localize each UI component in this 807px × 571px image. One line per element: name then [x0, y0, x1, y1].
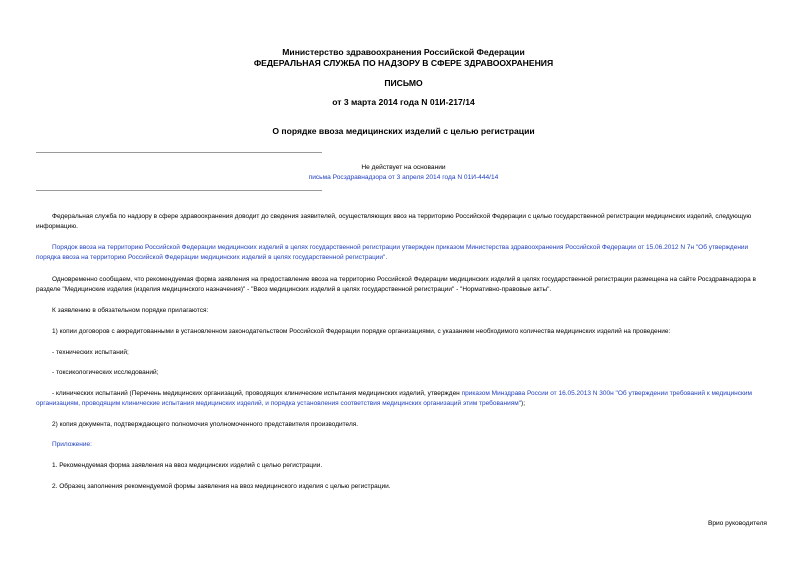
list-item-technical: - технических испытаний; [52, 349, 129, 356]
paragraph-contracts: 1) копии договоров с аккредитованными в установленном законодательством Российской Федерации порядке организациями, с указанием необходимого количества медицинских изделий на проведение: [52, 328, 671, 335]
paragraph-form-location: Одновременно сообщаем, что рекомендуемая форма заявления на предоставление ввоза на территорию Российской Федерации медицинских изделий в целях государственной регистрации размещена на сайте Росздравнадзора в разделе "Медицинские изделия (изделия медицинского назначения)" - "Ввоз медицинских изделий в целях государственной регистрации" - "Нормативно-правовые акты". [36, 276, 756, 294]
paragraph-intro: Федеральная служба по надзору в сфере здравоохранения доводит до сведения заявителей, осуществляющих ввоз на территорию Российской Федерации с целью государственной регистрации медицинских изделий, следующую информацию. [36, 213, 752, 231]
paragraph-authority-document: 2) копия документа, подтверждающего полномочия уполномоченного представителя производителя. [52, 421, 359, 428]
document-subject: О порядке ввоза медицинских изделий с целью регистрации [272, 126, 535, 136]
clinical-text: - клинических испытаний (Перечень медицинских организаций, проводящих клинические испытания медицинских изделий, утвержден [52, 390, 462, 397]
document-date-number: от 3 марта 2014 года N 01И-217/14 [332, 97, 475, 107]
attachment-label-link[interactable]: Приложение: [52, 441, 92, 448]
signature-title: Врио руководителя [707, 520, 767, 527]
clinical-text-end: ); [521, 400, 526, 408]
attachment-item-1: 1. Рекомендуемая форма заявления на ввоз медицинских изделий с целью регистрации. [52, 462, 323, 469]
divider-bottom [36, 190, 322, 191]
document-type: ПИСЬМО [384, 78, 423, 88]
list-item-clinical [36, 389, 772, 410]
status-note-line1: Не действует на основании [361, 164, 446, 171]
clinical-order-link[interactable]: приказом Минздрава России от 16.05.2013 N 300н "Об утверждении требований к медицинским организациям, проводящим клинические испытания медицинских изделий, и порядка установления соответствия медицинских организаций этим требованиям" [36, 390, 752, 408]
ministry-name: Министерство здравоохранения Российской Федерации [282, 47, 525, 57]
divider-top [36, 152, 322, 153]
service-name: ФЕДЕРАЛЬНАЯ СЛУЖБА ПО НАДЗОРУ В СФЕРЕ ЗДРАВООХРАНЕНИЯ [253, 58, 554, 68]
attachment-item-2: 2. Образец заполнения рекомендуемой формы заявления на ввоз медицинского изделия с целью регистрации. [52, 483, 391, 490]
status-note-link[interactable]: письма Росздравнадзора от 3 апреля 2014 года N 01И-444/14 [308, 174, 499, 181]
list-item-toxicology: - токсикологических исследований; [52, 369, 159, 376]
paragraph-attachments-intro: К заявлению в обязательном порядке прилагаются: [52, 307, 209, 314]
paragraph-import-order-link[interactable]: Порядок ввоза на территорию Российской Федерации медицинских изделий в целях государственной регистрации утвержден приказом Министерства здравоохранения Российской Федерации от 15.06.2012 N 7н "Об утверждении порядка ввоза на территорию Российской Федерации медицинских изделий в целях государственной регистрации". [36, 244, 749, 262]
